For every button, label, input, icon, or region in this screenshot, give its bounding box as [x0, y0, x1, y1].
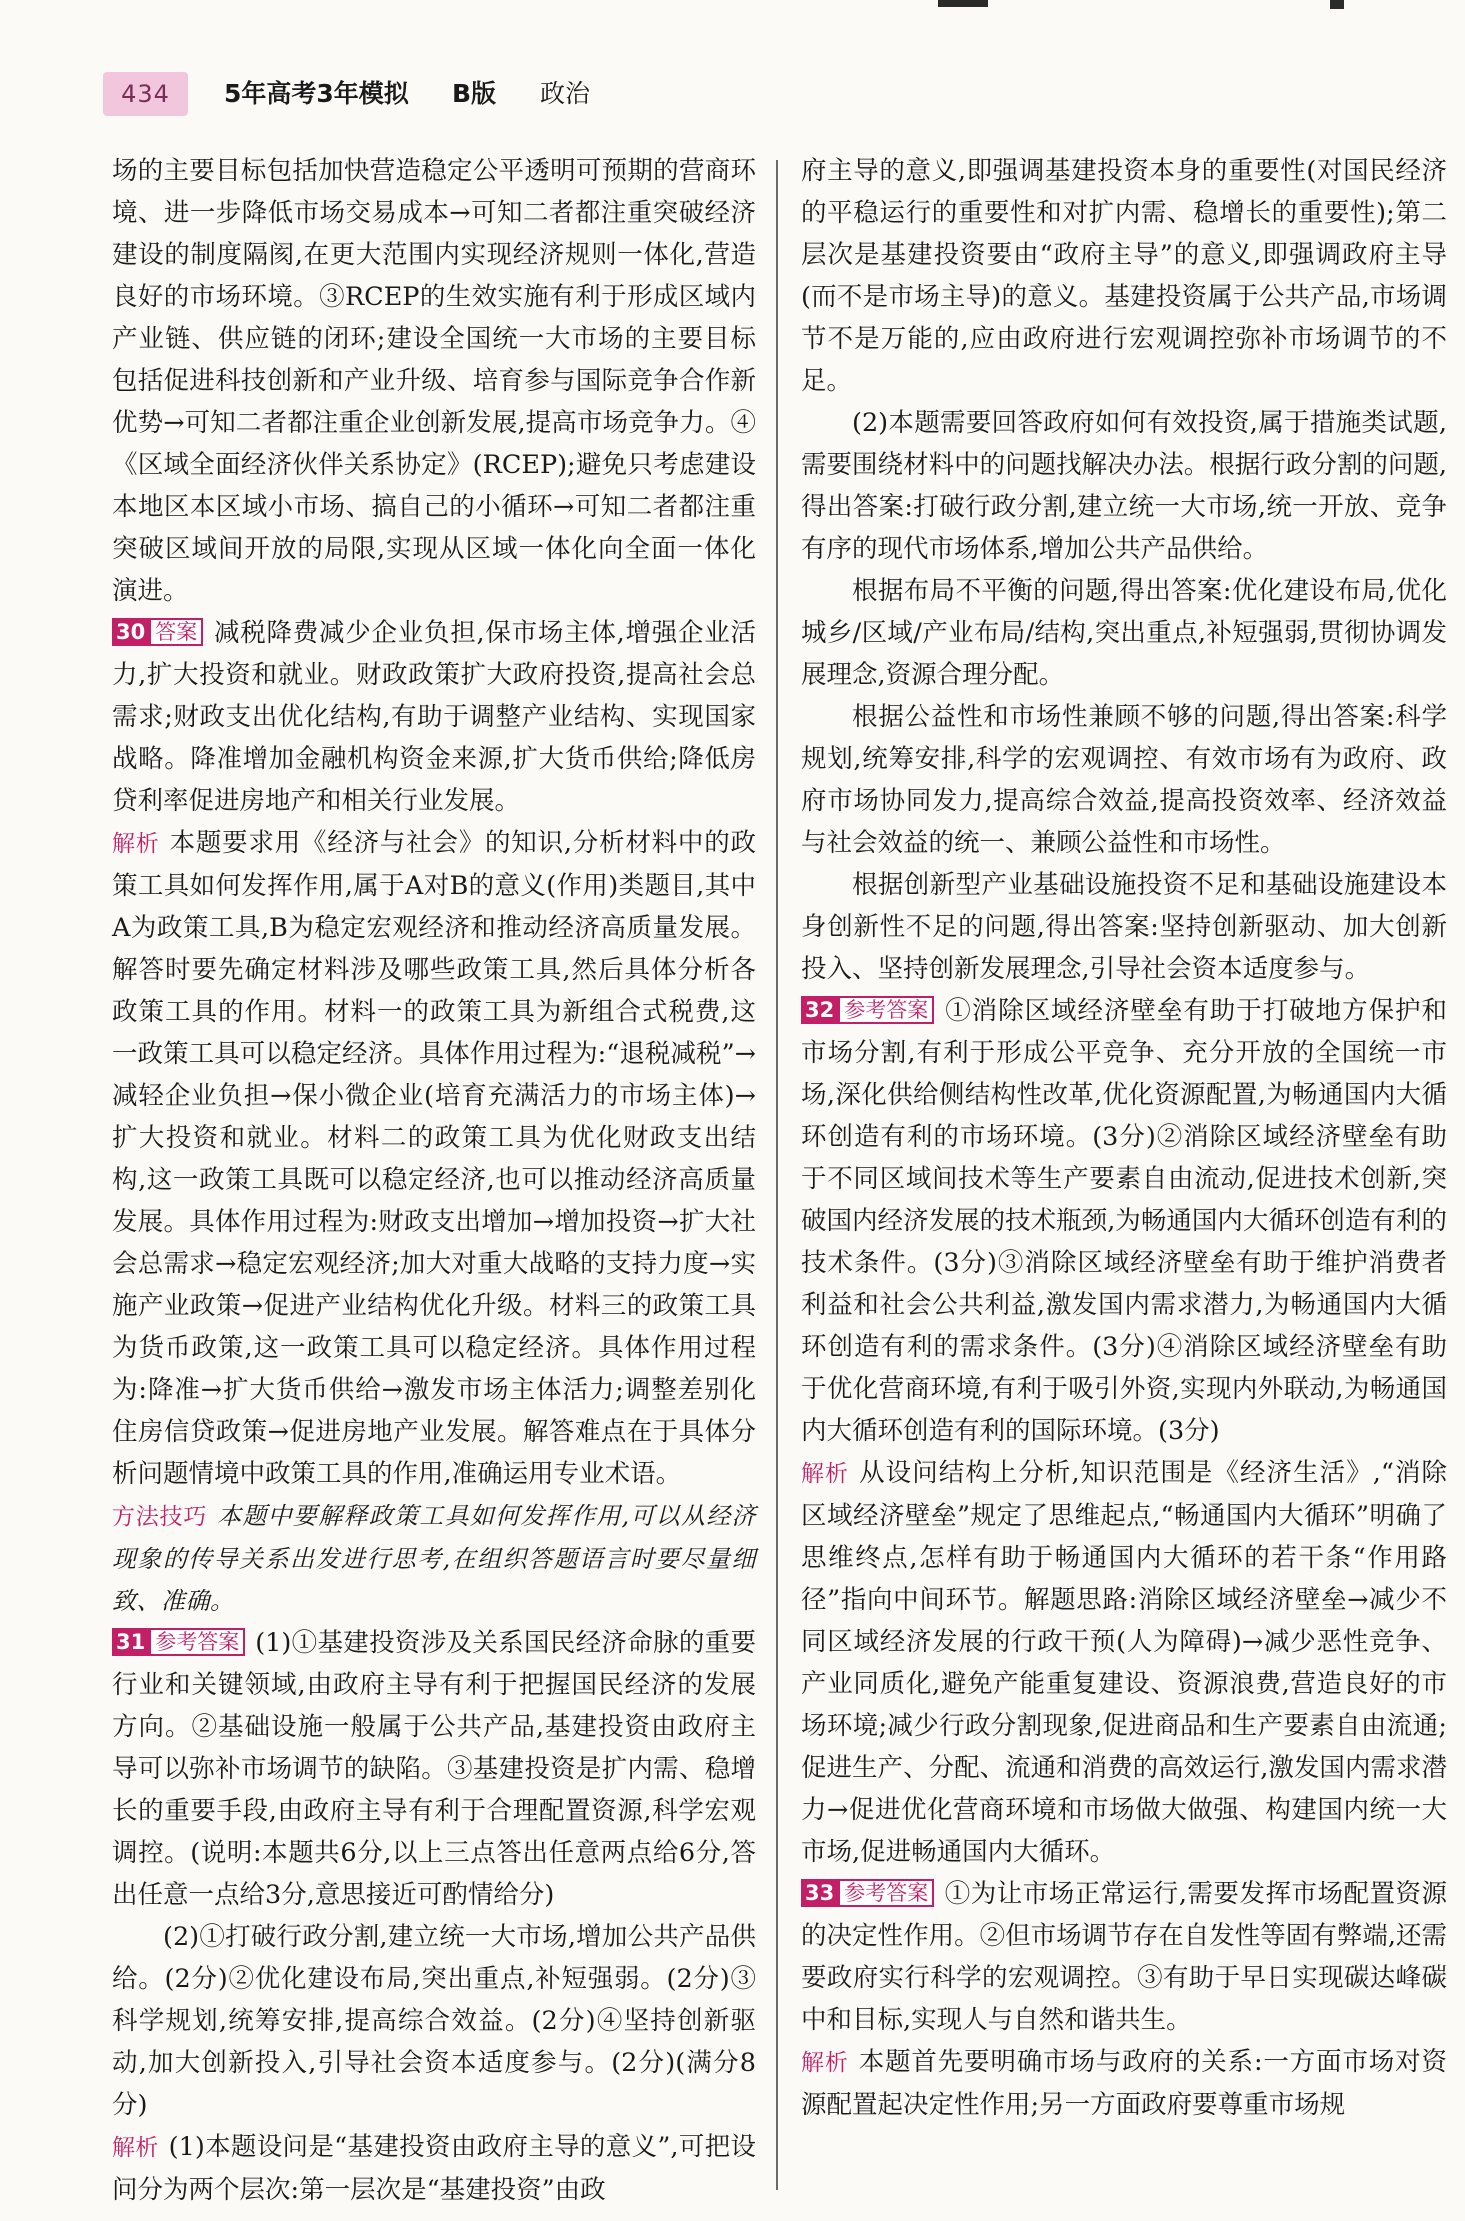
book-title: 5年高考3年模拟	[224, 79, 409, 108]
q31-analysis-cont: 府主导的意义,即强调基建投资本身的重要性(对国民经济的平稳运行的重要性和对扩内需、稳增长的重要性);第二层次是基建投资要由“政府主导”的意义,即强调政府主导(而不是市场主导)的意义。基建投资属于公共产品,市场调节不是万能的,应由政府进行宏观调控弥补市场调节的不足。	[801, 156, 1447, 396]
q31-analysis	[112, 2126, 756, 2211]
q31-answer-1	[112, 1622, 756, 1916]
q31-answer-tag: 参考答案	[149, 1628, 245, 1656]
q32-analysis	[801, 1452, 1447, 1873]
q31-analysis-part3: 根据布局不平衡的问题,得出答案:优化建设布局,优化城乡/区域/产业布局/结构,突出重点,补短强弱,贯彻协调发展理念,资源合理分配。	[801, 576, 1447, 690]
q31-analysis-part2: (2)本题需要回答政府如何有效投资,属于措施类试题,需要围绕材料中的问题找解决办法。根据行政分割的问题,得出答案:打破行政分割,建立统一大市场,统一开放、竞争有序的现代市场体系,增加公共产品供给。	[801, 408, 1447, 564]
q31-analysis-label: 解析	[112, 2135, 159, 2161]
q30-tip	[112, 1495, 756, 1622]
q30-analysis-label: 解析	[112, 831, 160, 857]
book-subject: 政治	[540, 79, 591, 108]
right-column	[801, 150, 1447, 2126]
top-mark	[1330, 0, 1344, 9]
q33-answer-text: ①为让市场正常运行,需要发挥市场配置资源的决定性作用。②但市场调节存在自发性等固有弊端,还需要政府实行科学的宏观调控。③有助于早日实现碳达峰碳中和目标,实现人与自然和谐共生。	[801, 1879, 1447, 2035]
q32-number-badge: 32	[801, 996, 838, 1024]
q33-answer-tag: 参考答案	[838, 1879, 934, 1907]
q32-analysis-text: 从设问结构上分析,知识范围是《经济生活》,“消除区域经济壁垒”规定了思维起点,“畅通国内大循环”明确了思维终点,怎样有助于畅通国内大循环的若干条“作用路径”指向中间环节。解题思路:消除区域经济壁垒→减少不同区域经济发展的行政干预(人为障碍)→减少恶性竞争、产业同质化,避免产能重复建设、资源浪费,营造良好的市场环境;减少行政分割现象,促进商品和生产要素自由流通;促进生产、分配、流通和消费的高效运行,激发国内需求潜力→促进优化营商环境和市场做大做强、构建国内统一大市场,促进畅通国内大循环。	[801, 1458, 1448, 1867]
q30-tip-label: 方法技巧	[112, 1504, 208, 1530]
page-number: 434	[103, 72, 188, 116]
q30-analysis-text: 本题要求用《经济与社会》的知识,分析材料中的政策工具如何发挥作用,属于A对B的意义(作用)类题目,其中A为政策工具,B为稳定宏观经济和推动经济高质量发展。解答时要先确定材料涉及哪些政策工具,然后具体分析各政策工具的作用。材料一的政策工具为新组合式税费,这一政策工具可以稳定经济。具体作用过程为:“退税减税”→减轻企业负担→保小微企业(培育充满活力的市场主体)→扩大投资和就业。材料二的政策工具为优化财政支出结构,这一政策工具既可以稳定经济,也可以推动经济高质量发展。具体作用过程为:财政支出增加→增加投资→扩大社会总需求→稳定宏观经济;加大对重大战略的支持力度→实施产业政策→促进产业结构优化升级。材料三的政策工具为货币政策,这一政策工具可以稳定经济。具体作用过程为:降准→扩大货币供给→激发市场主体活力;调整差别化住房信贷政策→促进房地产业发展。解答难点在于具体分析问题情境中政策工具的作用,准确运用专业术语。	[112, 828, 757, 1489]
q31-analysis-text: (1)本题设问是“基建投资由政府主导的意义”,可把设问分为两个层次:第一层次是“基建投资”由政	[112, 2132, 756, 2205]
q30-number-badge: 30	[112, 618, 149, 646]
q30-tip-text: 本题中要解释政策工具如何发挥作用,可以从经济现象的传导关系出发进行思考,在组织答题语言时要尽量细致、准确。	[112, 1502, 756, 1615]
left-column	[112, 150, 756, 2211]
q31-analysis-part5: 根据创新型产业基础设施投资不足和基础设施建设本身创新性不足的问题,得出答案:坚持创新驱动、加大创新投入、坚持创新发展理念,引导社会资本适度参与。	[801, 870, 1447, 984]
q31-answer-1-text: (1)①基建投资涉及关系国民经济命脉的重要行业和关键领域,由政府主导有利于把握国民经济的发展方向。②基础设施一般属于公共产品,基建投资由政府主导可以弥补市场调节的缺陷。③基建投资是扩内需、稳增长的重要手段,由政府主导有利于合理配置资源,科学宏观调控。(说明:本题共6分,以上三点答出任意两点给6分,答出任意一点给3分,意思接近可酌情给分)	[112, 1628, 756, 1910]
q30-answer-tag: 答案	[149, 618, 203, 646]
q30-answer	[112, 612, 756, 822]
q32-analysis-label: 解析	[801, 1461, 850, 1487]
q33-answer	[801, 1873, 1447, 2041]
q32-answer-tag: 参考答案	[838, 996, 934, 1024]
page-header	[0, 0, 1465, 120]
q33-number-badge: 33	[801, 1879, 838, 1907]
q33-analysis-text: 本题首先要明确市场与政府的关系:一方面市场对资源配置起决定性作用;另一方面政府要尊重市场规	[801, 2047, 1448, 2120]
q31-number-badge: 31	[112, 1628, 149, 1656]
q33-analysis	[801, 2041, 1447, 2126]
q32-answer	[801, 990, 1447, 1452]
top-mark	[938, 0, 988, 7]
book-edition: B版	[452, 79, 497, 108]
q31-answer-2: (2)①打破行政分割,建立统一大市场,增加公共产品供给。(2分)②优化建设布局,突出重点,补短强弱。(2分)③科学规划,统筹安排,提高综合效益。(2分)④坚持创新驱动,加大创新投入,引导社会资本适度参与。(2分)(满分8分)	[112, 1922, 756, 2120]
column-divider	[776, 160, 778, 2190]
q30-analysis	[112, 822, 756, 1495]
q32-answer-text: ①消除区域经济壁垒有助于打破地方保护和市场分割,有利于形成公平竞争、充分开放的全国统一市场,深化供给侧结构性改革,优化资源配置,为畅通国内大循环创造有利的市场环境。(3分)②消除区域经济壁垒有助于不同区域间技术等生产要素自由流动,促进技术创新,突破国内经济发展的技术瓶颈,为畅通国内大循环创造有利的技术条件。(3分)③消除区域经济壁垒有助于维护消费者利益和社会公共利益,激发国内需求潜力,为畅通国内大循环创造有利的需求条件。(3分)④消除区域经济壁垒有助于优化营商环境,有利于吸引外资,实现内外联动,为畅通国内大循环创造有利的国际环境。(3分)	[801, 996, 1447, 1446]
q33-analysis-label: 解析	[801, 2050, 849, 2076]
q30-answer-text: 减税降费减少企业负担,保市场主体,增强企业活力,扩大投资和就业。财政政策扩大政府投资,提高社会总需求;财政支出优化结构,有助于调整产业结构、实现国家战略。降准增加金融机构资金来源,扩大货币供给;降低房贷利率促进房地产和相关行业发展。	[112, 618, 756, 816]
continued-paragraph: 场的主要目标包括加快营造稳定公平透明可预期的营商环境、进一步降低市场交易成本→可知二者都注重突破经济建设的制度隔阂,在更大范围内实现经济规则一体化,营造良好的市场环境。③RCEP的生效实施有利于形成区域内产业链、供应链的闭环;建设全国统一大市场的主要目标包括促进科技创新和产业升级、培育参与国际竞争合作新优势→可知二者都注重企业创新发展,提高市场竞争力。④《区域全面经济伙伴关系协定》(RCEP);避免只考虑建设本地区本区域小市场、搞自己的小循环→可知二者都注重突破区域间开放的局限,实现从区域一体化向全面一体化演进。	[112, 156, 756, 606]
q31-analysis-part4: 根据公益性和市场性兼顾不够的问题,得出答案:科学规划,统筹安排,科学的宏观调控、有效市场有为政府、政府市场协同发力,提高综合效益,提高投资效率、经济效益与社会效益的统一、兼顾公益性和市场性。	[801, 702, 1447, 858]
